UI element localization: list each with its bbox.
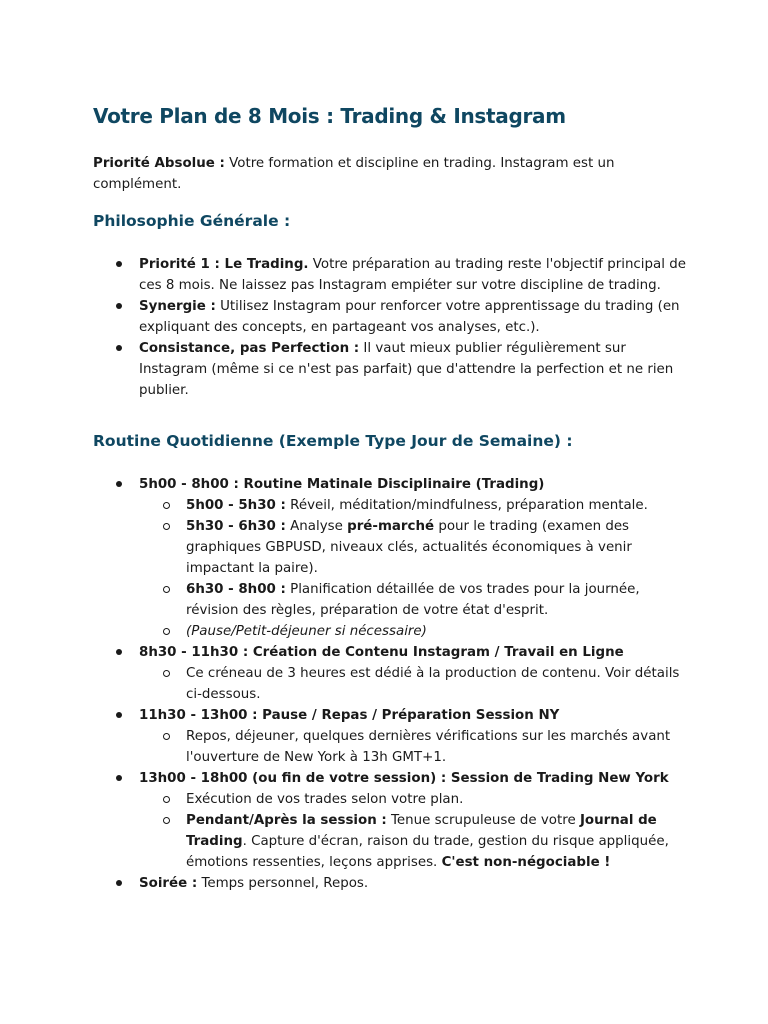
sub-list-item bbox=[139, 495, 693, 516]
block-title: 8h30 - 11h30 : Création de Contenu Instagram / Travail en Ligne bbox=[139, 645, 624, 660]
section-heading-philosophie: Philosophie Générale : bbox=[93, 212, 291, 230]
philosophie-list bbox=[93, 254, 693, 401]
list-item bbox=[93, 474, 693, 642]
sub-list-item bbox=[139, 516, 693, 579]
item-bold: Priorité 1 : Le Trading. bbox=[139, 257, 309, 272]
sub-text: Tenue scrupuleuse de votre bbox=[386, 813, 580, 828]
item-bold: Synergie : bbox=[139, 299, 216, 314]
list-item bbox=[93, 768, 693, 873]
sub-list-item bbox=[139, 621, 693, 642]
sub-list bbox=[139, 789, 693, 873]
sub-list bbox=[139, 663, 693, 705]
sub-text: Repos, déjeuner, quelques dernières vérifications sur les marchés avant l'ouverture de New York à 13h GMT+1. bbox=[186, 729, 671, 765]
list-item bbox=[93, 338, 693, 401]
block-title: 5h00 - 8h00 : Routine Matinale Disciplinaire (Trading) bbox=[139, 477, 545, 492]
sub-list-item bbox=[139, 810, 693, 873]
sub-list-item bbox=[139, 789, 693, 810]
item-text: Utilisez Instagram pour renforcer votre apprentissage du trading (en expliquant des concepts, en partageant vos analyses, etc.). bbox=[139, 299, 680, 335]
list-item bbox=[93, 705, 693, 768]
routine-list bbox=[93, 474, 693, 894]
list-item bbox=[93, 873, 693, 894]
sub-bold: C'est non-négociable ! bbox=[441, 855, 611, 870]
item-text: Il vaut mieux publier régulièrement sur Instagram (même si ce n'est pas parfait) que d'attendre la perfection et ne rien publier. bbox=[139, 341, 674, 398]
sub-bold: Pendant/Après la session : bbox=[186, 813, 387, 828]
sub-italic: (Pause/Petit-déjeuner si nécessaire) bbox=[186, 624, 427, 639]
intro-bold: Priorité Absolue : bbox=[93, 156, 225, 171]
sub-text: Analyse bbox=[285, 519, 348, 534]
sub-text: pour le trading (examen des graphiques GBPUSD, niveaux clés, actualités économiques à venir impactant la paire). bbox=[186, 519, 632, 576]
sub-text: Ce créneau de 3 heures est dédié à la production de contenu. Voir détails ci-dessous. bbox=[186, 666, 680, 702]
list-item bbox=[93, 642, 693, 705]
item-bold: Consistance, pas Perfection : bbox=[139, 341, 360, 356]
sub-list-item bbox=[139, 663, 693, 705]
sub-text: Planification détaillée de vos trades pour la journée, révision des règles, préparation de votre état d'esprit. bbox=[186, 582, 640, 618]
sub-list-item bbox=[139, 579, 693, 621]
block-title: 13h00 - 18h00 (ou fin de votre session) : Session de Trading New York bbox=[139, 771, 669, 786]
sub-bold: 5h30 - 6h30 : bbox=[186, 519, 286, 534]
page-title: Votre Plan de 8 Mois : Trading & Instagram bbox=[93, 104, 566, 128]
intro-text: Votre formation et discipline en trading. Instagram est un complément. bbox=[93, 156, 615, 192]
sub-list-item bbox=[139, 726, 693, 768]
item-text: Temps personnel, Repos. bbox=[197, 876, 369, 891]
item-text: Votre préparation au trading reste l'objectif principal de ces 8 mois. Ne laissez pas Instagram empiéter sur votre discipline de trading. bbox=[139, 257, 686, 293]
section-heading-routine: Routine Quotidienne (Exemple Type Jour de Semaine) : bbox=[93, 432, 573, 450]
sub-bold: pré-marché bbox=[347, 519, 435, 534]
sub-text: Exécution de vos trades selon votre plan. bbox=[186, 792, 464, 807]
sub-list bbox=[139, 726, 693, 768]
sub-text: . Capture d'écran, raison du trade, gestion du risque appliquée, émotions ressenties, leçons apprises. bbox=[186, 834, 669, 870]
sub-bold: 5h00 - 5h30 : bbox=[186, 498, 286, 513]
sub-text: Réveil, méditation/mindfulness, préparation mentale. bbox=[285, 498, 648, 513]
list-item bbox=[93, 254, 693, 296]
sub-bold: 6h30 - 8h00 : bbox=[186, 582, 286, 597]
block-title: 11h30 - 13h00 : Pause / Repas / Préparation Session NY bbox=[139, 708, 560, 723]
list-item bbox=[93, 296, 693, 338]
block-title: Soirée : bbox=[139, 876, 198, 891]
intro-paragraph bbox=[93, 153, 653, 195]
sub-list bbox=[139, 495, 693, 642]
sub-bold: Journal de Trading bbox=[186, 813, 657, 849]
